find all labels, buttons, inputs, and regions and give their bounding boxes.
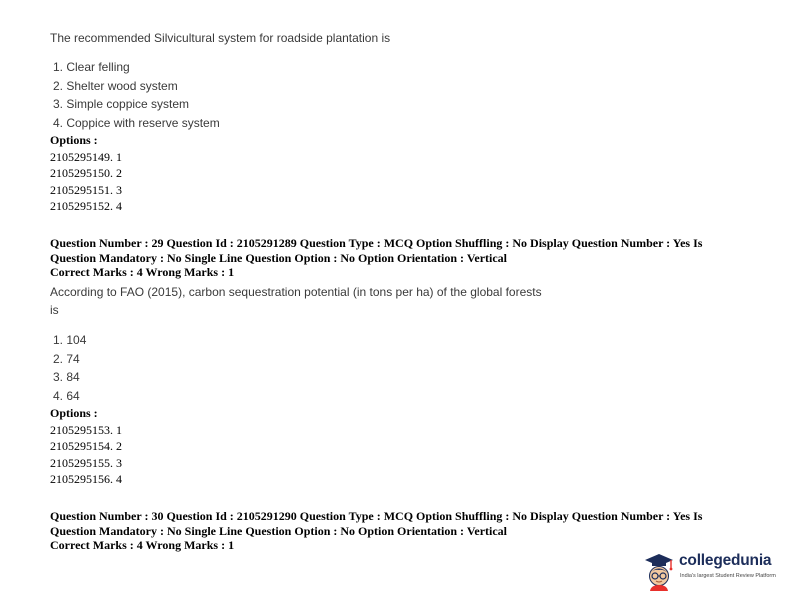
q29-option-1: 2105295153. 1 [50,422,122,437]
q29-choice-1: 1. 104 [53,333,87,347]
q28-option-1: 2105295149. 1 [50,149,122,164]
q28-option-3: 2105295151. 3 [50,182,122,197]
q28-choice-2: 2. Shelter wood system [53,78,178,93]
q28-options-label: Options : [50,133,98,147]
q29-options-label: Options : [50,406,98,420]
q28-option-4: 2105295152. 4 [50,199,122,213]
q28-statement: The recommended Silvicultural system for roadside plantation is [50,31,391,45]
q29-choice-2: 2. 74 [53,351,80,366]
q29-meta [50,236,702,280]
q29-statement-line-2: is [50,303,59,317]
collegedunia-logo-tagline: India's largest Student Review Platform [680,573,776,579]
q29-option-2: 2105295154. 2 [50,439,122,453]
q29-choices [50,331,86,405]
q30-meta-line-2: Question Mandatory : No Single Line Question Option : No Option Orientation : Vertical [50,523,508,538]
q29-choice-3: 3. 84 [53,370,80,384]
q29-option-4: 2105295156. 4 [50,472,122,486]
q30-meta-line-3: Correct Marks : 4 Wrong Marks : 1 [50,538,235,552]
q29-meta-line-2: Question Mandatory : No Single Line Question Option : No Option Orientation : Vertical [50,250,508,265]
q29-meta-line-3: Correct Marks : 4 Wrong Marks : 1 [50,265,235,279]
q29-options [50,405,122,488]
graduate-mascot-icon [641,551,677,591]
q29-statement-line-1: According to FAO (2015), carbon sequestration potential (in tons per ha) of the global forests [50,285,542,299]
q30-meta-line-1: Question Number : 30 Question Id : 2105291290 Question Type : MCQ Option Shuffling : No Display Question Number : Yes Is [50,509,703,523]
q28-choice-3: 3. Simple coppice system [53,97,190,111]
q28-choice-4: 4. Coppice with reserve system [53,115,220,130]
collegedunia-logo-name: collegedunia [679,552,772,569]
q29-choice-4: 4. 64 [53,388,80,403]
q28-option-2: 2105295150. 2 [50,166,122,180]
q29-statement [50,283,542,319]
q29-meta-line-1: Question Number : 29 Question Id : 2105291289 Question Type : MCQ Option Shuffling : No Display Question Number : Yes Is [50,236,703,250]
q28-choices [50,58,220,132]
q28-choice-1: 1. Clear felling [53,60,130,74]
q30-meta [50,509,702,553]
q29-option-3: 2105295155. 3 [50,455,122,470]
collegedunia-logo [641,551,791,591]
q28-options [50,132,122,215]
